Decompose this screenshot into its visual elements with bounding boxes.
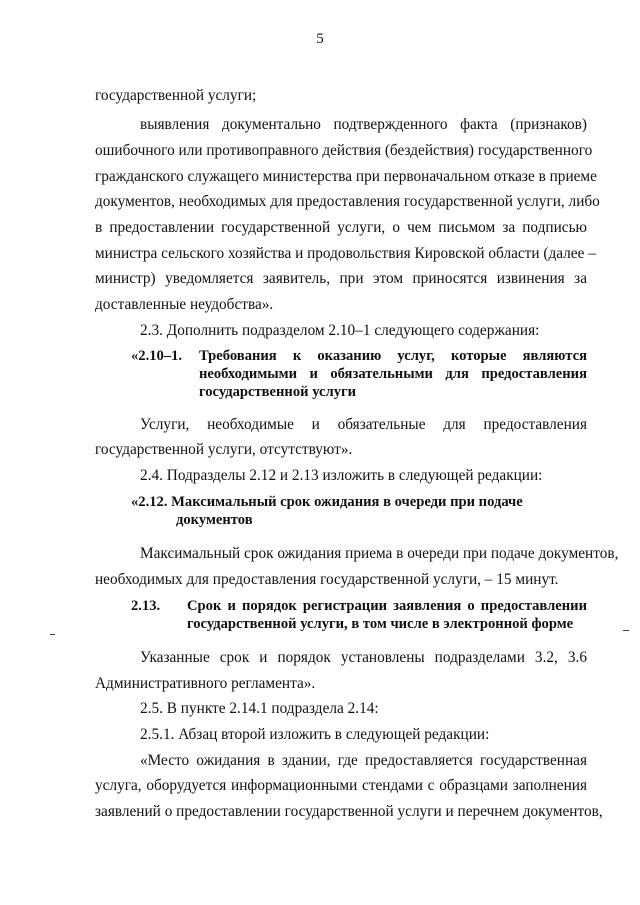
section-heading: необходимыми и обязательными для предоставления xyxy=(199,366,587,382)
section-heading: «2.12. Максимальный срок ожидания в очереди при подаче xyxy=(131,494,523,510)
text-line: ошибочного или противоправного действия (бездействия) государственного xyxy=(95,142,593,159)
section-heading: Срок и порядок регистрации заявления о предоставлении xyxy=(187,598,587,614)
text-line: 2.5.1. Абзац второй изложить в следующей редакции: xyxy=(140,726,490,743)
text-line: заявлений о предоставлении государственной услуги и перечнем документов, xyxy=(95,803,603,820)
text-line: в предоставлении государственной услуги, о чем письмом за подписью xyxy=(95,219,587,236)
text-line: гражданского служащего министерства при первоначальном отказе в приеме xyxy=(95,168,597,185)
text-line: документов, необходимых для предоставления государственной услуги, либо xyxy=(95,193,600,210)
section-heading: государственной услуги, в том числе в электронной форме xyxy=(187,616,574,632)
text-line: 2.3. Дополнить подразделом 2.10–1 следующего содержания: xyxy=(140,322,540,339)
text-line: государственной услуги, отсутствуют». xyxy=(95,441,353,458)
text-line: министр) уведомляется заявитель, при этом приносятся извинения за xyxy=(95,270,587,287)
scan-mark xyxy=(623,630,629,631)
text-line: доставленные неудобства». xyxy=(95,296,274,313)
text-line: Указанные срок и порядок установлены подразделами 3.2, 3.6 xyxy=(140,649,587,666)
text-line: министра сельского хозяйства и продовольствия Кировской области (далее – xyxy=(95,245,596,262)
text-line: государственной услуги; xyxy=(95,87,257,104)
section-heading: государственной услуги xyxy=(199,384,357,400)
text-line: «Место ожидания в здании, где предоставляется государственная xyxy=(140,752,587,769)
section-number: 2.13. xyxy=(131,598,161,614)
text-line: необходимых для предоставления государственной услуги, – 15 минут. xyxy=(95,571,559,588)
text-line: Административного регламента». xyxy=(95,675,316,692)
scan-mark xyxy=(50,634,55,635)
text-line: 2.4. Подразделы 2.12 и 2.13 изложить в следующей редакции: xyxy=(140,467,543,484)
text-line: Максимальный срок ожидания приема в очереди при подаче документов, xyxy=(140,545,619,562)
section-heading: документов xyxy=(176,512,253,528)
page-number: 5 xyxy=(316,31,324,47)
section-heading: Требования к оказанию услуг, которые являются xyxy=(199,348,587,364)
text-line: Услуги, необходимые и обязательные для предоставления xyxy=(140,416,587,433)
text-line: услуга, оборудуется информационными стендами с образцами заполнения xyxy=(95,777,587,794)
text-line: 2.5. В пункте 2.14.1 подраздела 2.14: xyxy=(140,700,379,717)
text-line: выявления документально подтвержденного факта (признаков) xyxy=(140,116,587,133)
section-number: «2.10–1. xyxy=(131,348,183,364)
